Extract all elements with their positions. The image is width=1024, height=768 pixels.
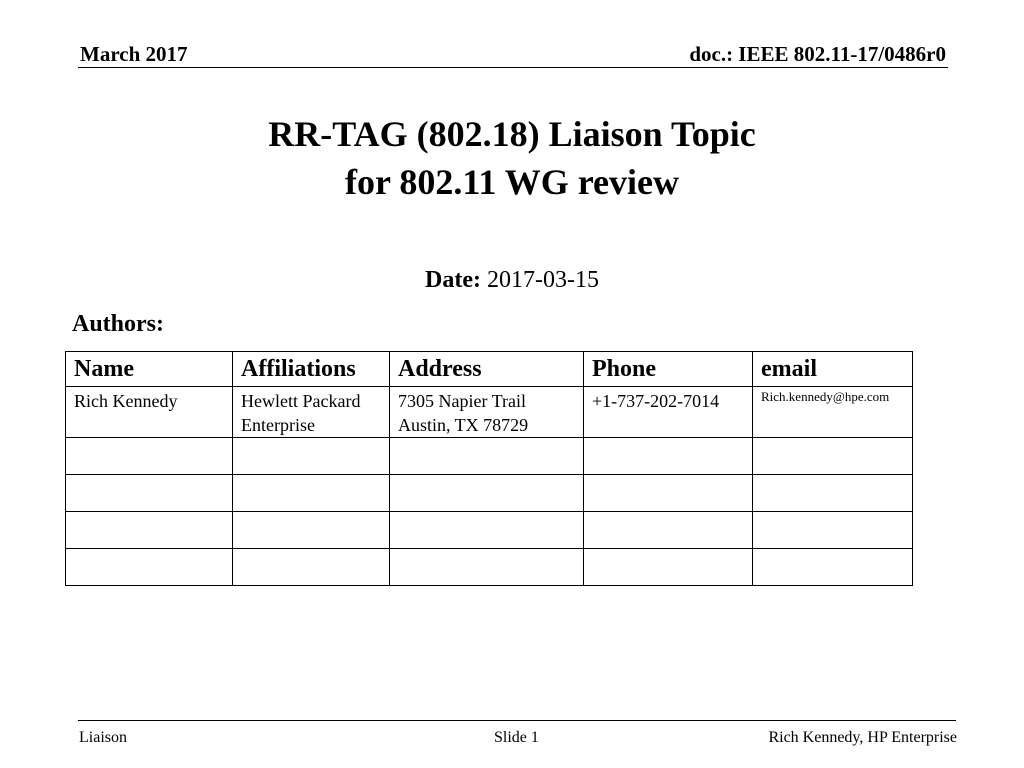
author-email: Rich.kennedy@hpe.com <box>753 387 913 438</box>
footer-slide-number: Slide 1 <box>494 729 539 746</box>
empty-cell <box>584 512 753 549</box>
date-value: 2017-03-15 <box>486 267 599 293</box>
date-line <box>0 266 1024 294</box>
empty-cell <box>584 438 753 475</box>
header-name: Name <box>66 352 233 387</box>
footer-author: Rich Kennedy, HP Enterprise <box>768 729 957 746</box>
author-name: Rich Kennedy <box>66 387 233 438</box>
date-label: Date: <box>425 267 481 293</box>
author-address-line-2: Austin, TX 78729 <box>398 415 529 435</box>
empty-cell <box>233 512 390 549</box>
empty-cell <box>390 438 584 475</box>
header-address: Address <box>390 352 584 387</box>
empty-cell <box>753 438 913 475</box>
slide-title-line-1: RR-TAG (802.18) Liaison Topic <box>268 114 756 154</box>
empty-cell <box>66 475 233 512</box>
empty-cell <box>584 549 753 586</box>
empty-cell <box>753 549 913 586</box>
empty-cell <box>390 512 584 549</box>
author-affiliation-line-1: Hewlett Packard <box>241 391 361 411</box>
author-affiliation <box>233 387 390 438</box>
empty-cell <box>390 549 584 586</box>
empty-cell <box>233 475 390 512</box>
table-row-empty <box>66 512 913 549</box>
header-phone: Phone <box>584 352 753 387</box>
empty-cell <box>584 475 753 512</box>
footer-topic: Liaison <box>79 729 127 746</box>
footer-divider <box>78 720 956 721</box>
empty-cell <box>233 438 390 475</box>
author-address-line-1: 7305 Napier Trail <box>398 391 526 411</box>
empty-cell <box>66 549 233 586</box>
slide-title <box>0 110 1024 206</box>
header-affiliations: Affiliations <box>233 352 390 387</box>
table-header-row <box>66 352 913 387</box>
table-row <box>66 387 913 438</box>
author-affiliation-line-2: Enterprise <box>241 415 315 435</box>
header-email: email <box>753 352 913 387</box>
table-row-empty <box>66 475 913 512</box>
empty-cell <box>66 438 233 475</box>
authors-label: Authors: <box>72 311 165 337</box>
author-phone: +1-737-202-7014 <box>584 387 753 438</box>
header-divider <box>78 67 948 68</box>
authors-table <box>65 351 913 586</box>
table-row-empty <box>66 549 913 586</box>
empty-cell <box>66 512 233 549</box>
empty-cell <box>233 549 390 586</box>
empty-cell <box>390 475 584 512</box>
author-address <box>390 387 584 438</box>
empty-cell <box>753 475 913 512</box>
header-doc-id: doc.: IEEE 802.11-17/0486r0 <box>689 42 946 66</box>
empty-cell <box>753 512 913 549</box>
slide-title-line-2: for 802.11 WG review <box>345 162 679 202</box>
header-date: March 2017 <box>80 42 188 66</box>
table-row-empty <box>66 438 913 475</box>
